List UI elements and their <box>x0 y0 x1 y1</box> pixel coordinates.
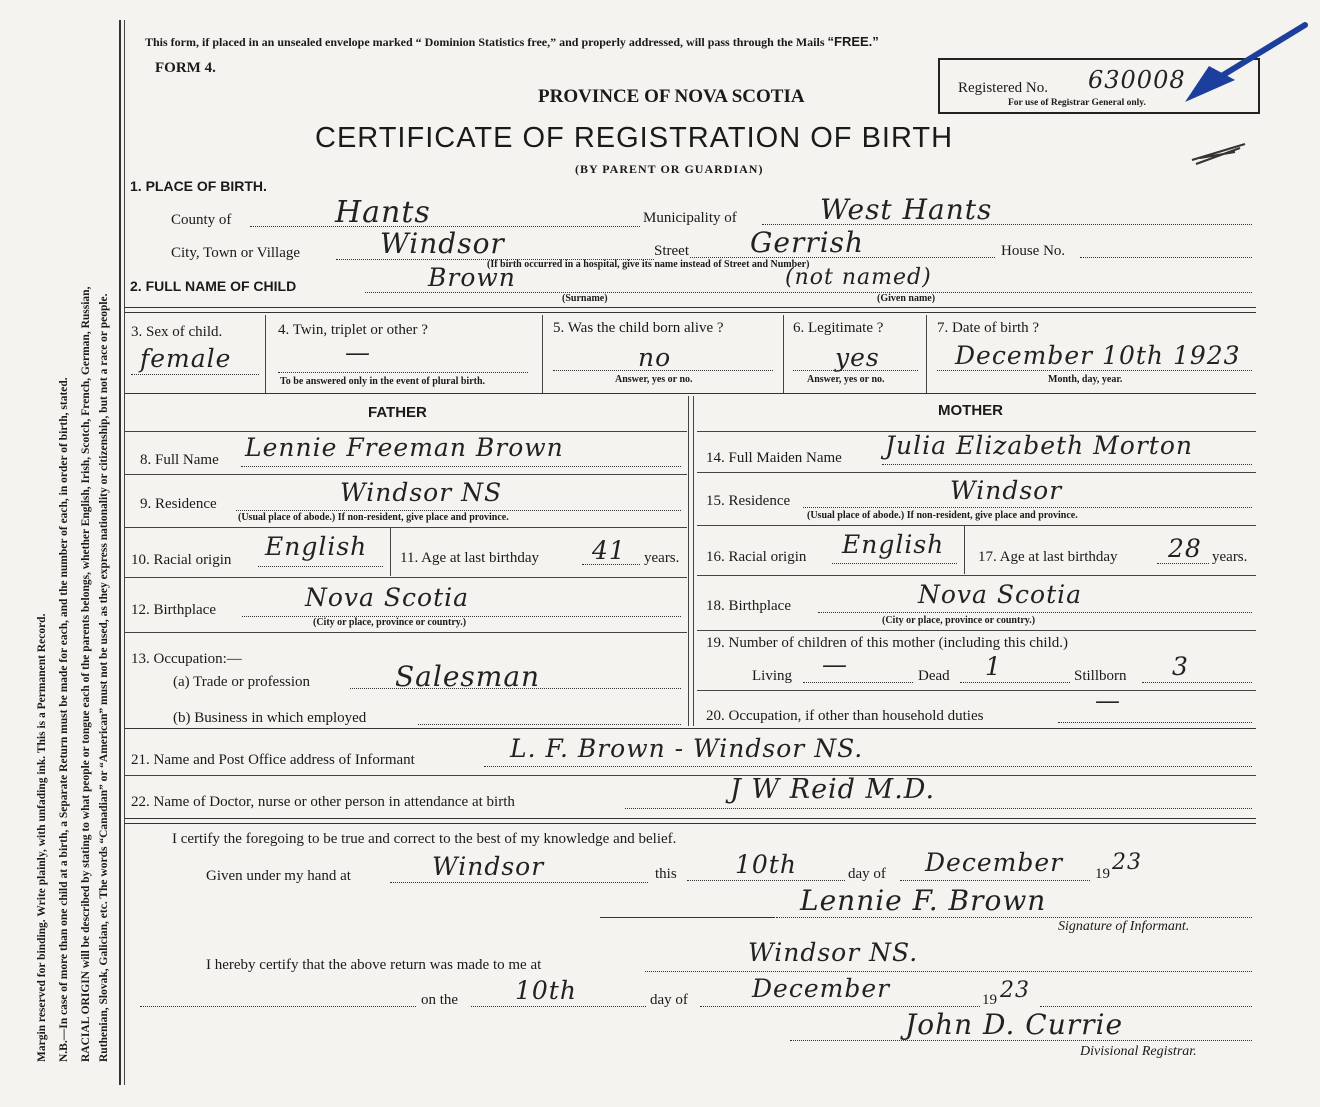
twin-label: 4. Twin, triplet or other ? <box>278 322 428 338</box>
dead-label: Dead <box>918 668 950 684</box>
child-surname: Brown <box>428 263 516 292</box>
father-years: years. <box>644 550 680 566</box>
cert-month: December <box>925 848 1064 877</box>
alive-note: Answer, yes or no. <box>615 374 693 385</box>
alive-label: 5. Was the child born alive ? <box>553 320 724 336</box>
legitimate-note: Answer, yes or no. <box>807 374 885 385</box>
twin-note: To be answered only in the event of plural birth. <box>280 376 486 387</box>
municipality-label: Municipality of <box>643 210 737 226</box>
scribble-mark-icon <box>1190 138 1250 168</box>
cert-year-suffix: 23 <box>1112 850 1142 875</box>
street-value: Gerrish <box>750 226 865 259</box>
father-heading: FATHER <box>368 404 427 421</box>
mother-heading: MOTHER <box>938 402 1003 419</box>
mail-notice: This form, if placed in an unsealed envelope marked “ Dominion Statistics free,” and properly addressed, will pass through the Mails “FREE.” <box>145 34 879 49</box>
registered-label: Registered No. <box>958 80 1048 96</box>
living-value: — <box>822 650 848 679</box>
province-heading: PROVINCE OF NOVA SCOTIA <box>538 86 805 107</box>
dob-note: Month, day, year. <box>1048 374 1123 385</box>
father-birthplace-label: 12. Birthplace <box>131 602 216 618</box>
registered-note: For use of Registrar General only. <box>1008 98 1146 108</box>
certificate-title: CERTIFICATE OF REGISTRATION OF BIRTH <box>315 122 954 154</box>
mother-birthplace: Nova Scotia <box>918 580 1083 609</box>
mother-residence: Windsor <box>950 476 1063 505</box>
mother-residence-note: (Usual place of abode.) If non-resident, give place and province. <box>807 510 1078 521</box>
cert-day: 10th <box>735 850 797 879</box>
mother-occupation-label: 20. Occupation, if other than household duties <box>706 708 984 724</box>
mother-years: years. <box>1212 549 1248 565</box>
registrar-month: December <box>752 974 891 1003</box>
living-label: Living <box>752 668 792 684</box>
father-age: 41 <box>592 536 626 565</box>
stillborn-value: 3 <box>1172 652 1189 681</box>
mother-birthplace-label: 18. Birthplace <box>706 598 791 614</box>
mother-occupation: — <box>1095 686 1121 715</box>
mother-residence-label: 15. Residence <box>706 493 791 509</box>
registrar-signature: John D. Currie <box>905 1008 1124 1041</box>
cert-dayof-label: day of <box>848 866 886 882</box>
margin-rule <box>119 20 121 1085</box>
father-race-label: 10. Racial origin <box>131 552 232 568</box>
street-label: Street <box>654 243 689 259</box>
mother-race-label: 16. Racial origin <box>706 549 807 565</box>
certify-statement: I certify the foregoing to be true and correct to the best of my knowledge and belief. <box>172 831 677 847</box>
registrar-year-prefix: 19 <box>982 992 997 1008</box>
father-name: Lennie Freeman Brown <box>245 433 564 462</box>
dob-value: December 10th 1923 <box>955 341 1241 370</box>
twin-value: — <box>345 338 371 367</box>
city-label: City, Town or Village <box>171 245 301 261</box>
father-birthplace: Nova Scotia <box>305 583 470 612</box>
father-birthplace-note: (City or place, province or country.) <box>313 617 467 628</box>
father-occupation-label: 13. Occupation:— <box>131 651 242 667</box>
mother-name: Julia Elizabeth Morton <box>885 431 1193 460</box>
sex-value: female <box>140 344 232 373</box>
father-race: English <box>265 532 368 561</box>
given-under-label: Given under my hand at <box>206 868 351 884</box>
registrar-day: 10th <box>515 976 577 1005</box>
mother-name-label: 14. Full Maiden Name <box>706 450 842 466</box>
dob-label: 7. Date of birth ? <box>937 320 1040 336</box>
child-given-name: (not named) <box>785 265 932 290</box>
cert-year-prefix: 19 <box>1095 866 1110 882</box>
registrar-dayof-label: day of <box>650 992 688 1008</box>
father-residence-label: 9. Residence <box>140 496 217 512</box>
registered-number: 630008 <box>1088 66 1186 94</box>
mother-children-label: 19. Number of children of this mother (including this child.) <box>706 635 1069 651</box>
father-residence: Windsor NS <box>340 478 503 507</box>
county-value: Hants <box>335 195 431 230</box>
dead-value: 1 <box>985 652 1002 681</box>
father-age-label: 11. Age at last birthday <box>400 550 539 566</box>
house-no-label: House No. <box>1001 243 1066 259</box>
county-label: County of <box>171 212 232 228</box>
on-the-label: on the <box>421 992 459 1008</box>
racial-origin-note-2: Ruthenian, Slovak, Galician, etc. The words “Canadian” or “American” must not be used, as they express nationality or citizenship, but not a race or people. <box>98 293 110 1062</box>
this-label: this <box>655 866 677 882</box>
mother-age-label: 17. Age at last birthday <box>978 549 1118 565</box>
mother-age: 28 <box>1168 534 1202 563</box>
registrar-statement: I hereby certify that the above return was made to me at <box>206 957 542 973</box>
legitimate-value: yes <box>835 343 880 372</box>
informant-value: L. F. Brown - Windsor NS. <box>510 734 864 763</box>
divisional-registrar-label: Divisional Registrar. <box>1080 1044 1197 1059</box>
mother-birthplace-note: (City or place, province or country.) <box>882 615 1036 626</box>
form-number: FORM 4. <box>155 60 216 76</box>
margin-rule-inner <box>124 20 125 1085</box>
father-residence-note: (Usual place of abode.) If non-resident, give place and province. <box>238 512 509 523</box>
certificate-subtitle: (BY PARENT OR GUARDIAN) <box>575 162 764 176</box>
municipality-value: West Hants <box>820 193 993 226</box>
child-name-label: 2. FULL NAME OF CHILD <box>130 278 297 294</box>
signature-line-left <box>600 917 775 918</box>
racial-origin-note-1: RACIAL ORIGIN will be described by stating to what people or tongue each of the parents belongs, whether English, Irish, Scotch, French, German, Russian, <box>80 286 92 1062</box>
legitimate-label: 6. Legitimate ? <box>793 320 884 336</box>
alive-value: no <box>638 343 672 372</box>
registrar-place: Windsor NS. <box>748 938 919 967</box>
place-of-birth-heading: 1. PLACE OF BIRTH. <box>130 178 267 194</box>
father-business-label: (b) Business in which employed <box>173 710 367 726</box>
father-name-label: 8. Full Name <box>140 452 219 468</box>
informant-signature: Lennie F. Brown <box>800 884 1047 917</box>
nb-note: N.B.—In case of more than one child at a birth, a Separate Return must be made for each, and the number of each, in order of birth, stated. <box>58 377 70 1062</box>
doctor-value: J W Reid M.D. <box>730 774 936 805</box>
stillborn-label: Stillborn <box>1074 668 1127 684</box>
given-at-value: Windsor <box>432 852 545 881</box>
father-trade: Salesman <box>395 660 541 693</box>
sex-label: 3. Sex of child. <box>131 324 223 340</box>
surname-caption: (Surname) <box>562 293 608 304</box>
registrar-year-suffix: 23 <box>1000 978 1030 1003</box>
blue-arrow-icon <box>1175 20 1310 110</box>
hospital-note: (If birth occurred in a hospital, give its name instead of Street and Number) <box>487 259 810 270</box>
given-caption: (Given name) <box>877 293 936 304</box>
informant-label: 21. Name and Post Office address of Informant <box>131 752 415 768</box>
doctor-label: 22. Name of Doctor, nurse or other person in attendance at birth <box>131 794 515 810</box>
signature-informant-label: Signature of Informant. <box>1058 919 1190 934</box>
margin-note: Margin reserved for binding. Write plainly, with unfading ink. This is a Permanent Record. <box>36 613 48 1062</box>
city-value: Windsor <box>380 227 505 260</box>
mother-race: English <box>842 530 945 559</box>
father-trade-label: (a) Trade or profession <box>173 674 311 690</box>
